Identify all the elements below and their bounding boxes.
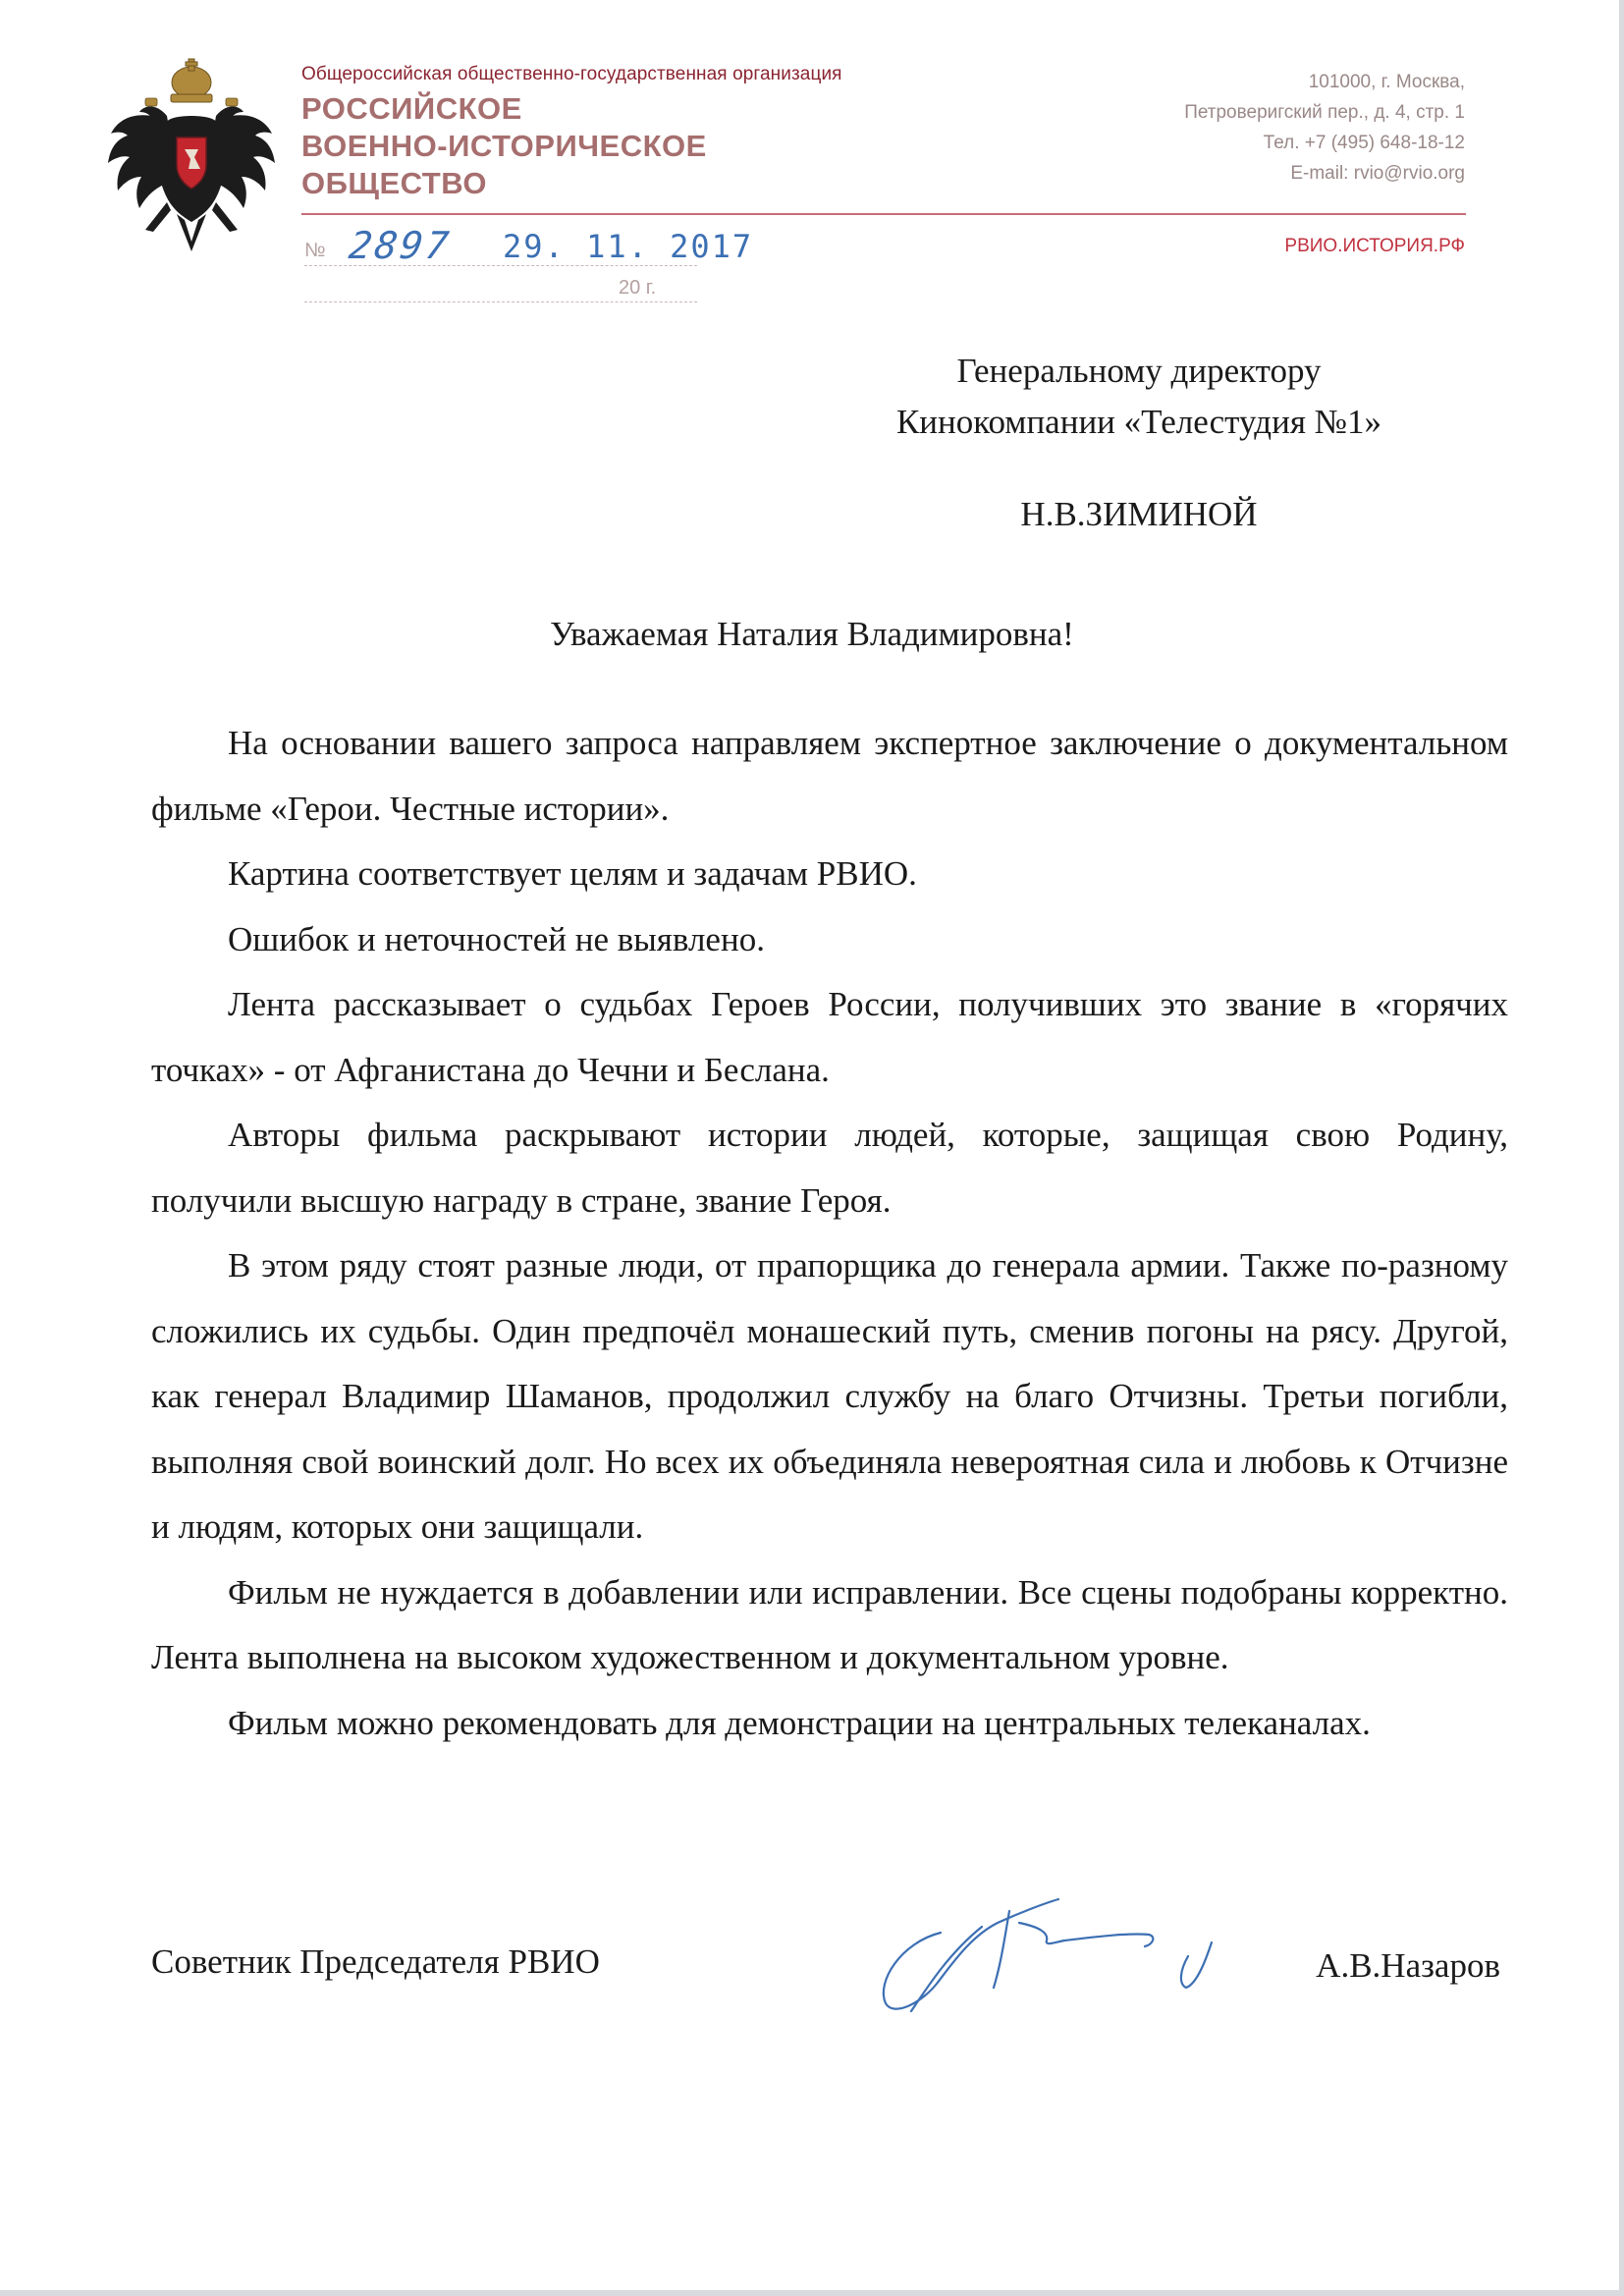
- letter-body: [151, 711, 1508, 1756]
- registration-number: 2897: [346, 224, 455, 267]
- recipient-name: Н.В.ЗИМИНОЙ: [1020, 495, 1258, 533]
- addressee-position: Генеральному директору: [956, 352, 1322, 390]
- header-divider: [301, 213, 1466, 215]
- year-blank: 20 г.: [619, 277, 657, 299]
- body-paragraph: Лента рассказывает о судьбах Героев России, получивших это звание в «горячих точках» - от Афганистана до Чечни и Беслана.: [151, 985, 1508, 1089]
- addressee-block: [844, 346, 1434, 448]
- body-paragraph: Фильм не нуждается в добавлении или исправлении. Все сцены подобраны корректно. Лента выполнена на высоком художественном и документальном уровне.: [151, 1572, 1508, 1676]
- body-paragraph: Авторы фильма раскрывают истории людей, которые, защищая свою Родину, получили высшую награду в стране, звание Героя.: [151, 1116, 1508, 1220]
- website-link: РВИО.ИСТОРИЯ.РФ: [1284, 236, 1465, 256]
- email-address: E-mail: rvio@rvio.org: [1290, 163, 1465, 184]
- addressee-company: Кинокомпании «Телестудия №1»: [895, 403, 1382, 441]
- org-name-line-3: ОБЩЕСТВО: [301, 166, 487, 200]
- signatory-title: Советник Председателя РВИО: [151, 1942, 600, 1981]
- double-headed-eagle-emblem: [106, 55, 278, 261]
- registration-number-label: №: [304, 240, 326, 261]
- scan-edge-bottom: [0, 2290, 1624, 2296]
- address-line-2: Петроверигский пер., д. 4, стр. 1: [1184, 102, 1465, 123]
- signatory-name: А.В.Назаров: [1316, 1946, 1500, 1985]
- handwritten-signature: [872, 1893, 1257, 2021]
- body-paragraph: Картина соответствует целям и задачам РВИО.: [228, 854, 917, 893]
- org-subtitle: Общероссийская общественно-государственная организация: [301, 64, 842, 84]
- phone-number: Тел. +7 (495) 648-18-12: [1263, 133, 1465, 153]
- body-paragraph: В этом ряду стоят разные люди, от прапорщика до генерала армии. Также по-разному сложились их судьбы. Один предпочёл монашеский путь, сменив погоны на рясу. Другой, как генерал Владимир Шаманов, продолжил службу на благо Отчизны. Третьи погибли, выполняя свой воинский долг. Но всех их объединяла невероятная сила и любовь к Отчизне и людям, которых они защищали.: [151, 1246, 1508, 1546]
- salutation: Уважаемая Наталия Владимировна!: [550, 615, 1074, 653]
- body-paragraph: Ошибок и неточностей не выявлено.: [228, 919, 765, 958]
- org-name: [301, 90, 707, 202]
- org-name-line-2: ВОЕННО-ИСТОРИЧЕСКОЕ: [301, 129, 707, 163]
- body-paragraph: Фильм можно рекомендовать для демонстрации на центральных телеканалах.: [228, 1703, 1371, 1742]
- body-paragraph: На основании вашего запроса направляем экспертное заключение о документальном фильме «Герои. Честные истории».: [151, 724, 1508, 828]
- registration-underline: [304, 265, 697, 266]
- date-underline: [304, 301, 697, 302]
- org-name-line-1: РОССИЙСКОЕ: [301, 91, 522, 126]
- address-line-1: 101000, г. Москва,: [1308, 72, 1465, 92]
- contact-block: [1184, 67, 1465, 189]
- registration-date: 29. 11. 2017: [503, 228, 754, 265]
- scan-edge-right: [1619, 0, 1624, 2296]
